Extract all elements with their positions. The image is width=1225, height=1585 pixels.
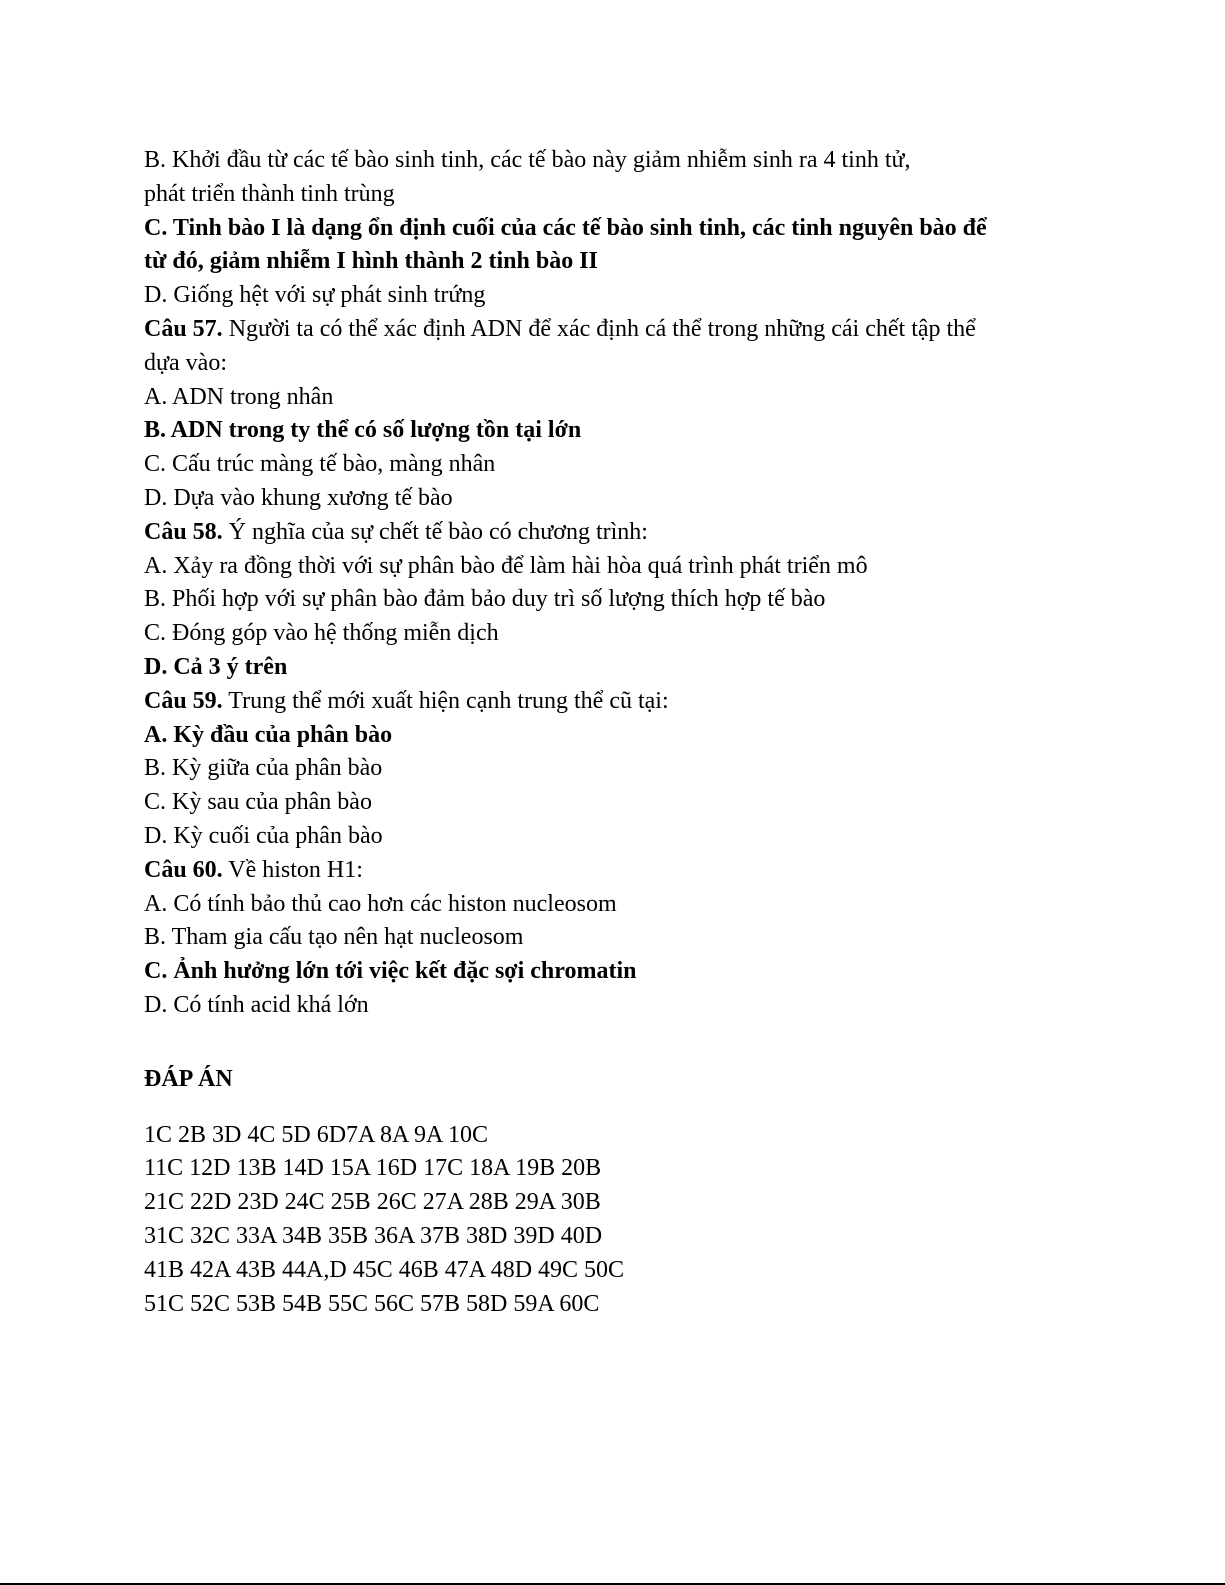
answer-key-title: ĐÁP ÁN [144, 1065, 233, 1092]
q60-option-c: C. Ảnh hưởng lớn tới việc kết đặc sợi chromatin [144, 958, 637, 985]
q56-option-c-line1: C. Tinh bào I là dạng ổn định cuối của các tế bào sinh tinh, các tinh nguyên bào để [144, 214, 987, 241]
q59-stem-text: Trung thể mới xuất hiện cạnh trung thể cũ tại: [222, 687, 669, 714]
q57-option-b: B. ADN trong ty thể có số lượng tồn tại lớn [144, 417, 582, 444]
q60-option-d: D. Có tính acid khá lớn [144, 991, 369, 1018]
q58-stem-text: Ý nghĩa của sự chết tế bào có chương trình: [222, 518, 648, 545]
q58-option-c: C. Đóng góp vào hệ thống miễn dịch [144, 620, 499, 647]
q57-stem [144, 313, 1084, 347]
answer-key-row: 51C 52C 53B 54B 55C 56C 57B 58D 59A 60C [144, 1290, 600, 1317]
q59-stem [144, 685, 1084, 719]
q57-number: Câu 57. [144, 315, 223, 342]
q56-option-b-line1: B. Khởi đầu từ các tế bào sinh tinh, các tế bào này giảm nhiễm sinh ra 4 tinh tử, [144, 147, 911, 173]
q60-option-a: A. Có tính bảo thủ cao hơn các histon nucleosom [144, 890, 617, 917]
q58-option-b: B. Phối hợp với sự phân bào đảm bảo duy trì số lượng thích hợp tế bào [144, 586, 826, 613]
answer-key-row: 41B 42A 43B 44A,D 45C 46B 47A 48D 49C 50C [144, 1256, 625, 1283]
q59-option-a: A. Kỳ đầu của phân bào [144, 721, 393, 748]
q60-option-b: B. Tham gia cấu tạo nên hạt nucleosom [144, 924, 524, 951]
q58-stem [144, 516, 1084, 550]
q56-option-c-line2: từ đó, giảm nhiễm I hình thành 2 tinh bào II [144, 248, 598, 275]
q59-option-b: B. Kỳ giữa của phân bào [144, 755, 383, 782]
document-page [144, 144, 1084, 1321]
q59-option-c: C. Kỳ sau của phân bào [144, 789, 372, 816]
answer-key-row: 11C 12D 13B 14D 15A 16D 17C 18A 19B 20B [144, 1155, 602, 1182]
q58-option-a: A. Xảy ra đồng thời với sự phân bào để làm hài hòa quá trình phát triển mô [144, 552, 868, 579]
q60-number: Câu 60. [144, 856, 223, 883]
q56-option-b-line2: phát triển thành tinh trùng [144, 180, 395, 207]
q57-option-d: D. Dựa vào khung xương tế bào [144, 484, 453, 511]
answer-key-row: 1C 2B 3D 4C 5D 6D7A 8A 9A 10C [144, 1121, 489, 1148]
answer-key-row: 31C 32C 33A 34B 35B 36A 37B 38D 39D 40D [144, 1222, 603, 1249]
answer-key-row: 21C 22D 23D 24C 25B 26C 27A 28B 29A 30B [144, 1189, 601, 1216]
q56-option-d: D. Giống hệt với sự phát sinh trứng [144, 282, 486, 309]
q58-number: Câu 58. [144, 518, 223, 545]
q57-stem-text: Người ta có thể xác định ADN để xác định cá thể trong những cái chết tập thể [222, 315, 976, 342]
q57-option-c: C. Cấu trúc màng tế bào, màng nhân [144, 451, 496, 478]
q57-stem-line2: dựa vào: [144, 349, 227, 376]
q60-stem-text: Về histon H1: [222, 856, 363, 883]
q59-option-d: D. Kỳ cuối của phân bào [144, 822, 383, 849]
q60-stem [144, 854, 1084, 888]
q57-option-a: A. ADN trong nhân [144, 383, 334, 410]
q59-number: Câu 59. [144, 687, 223, 714]
q58-option-d: D. Cả 3 ý trên [144, 653, 288, 680]
